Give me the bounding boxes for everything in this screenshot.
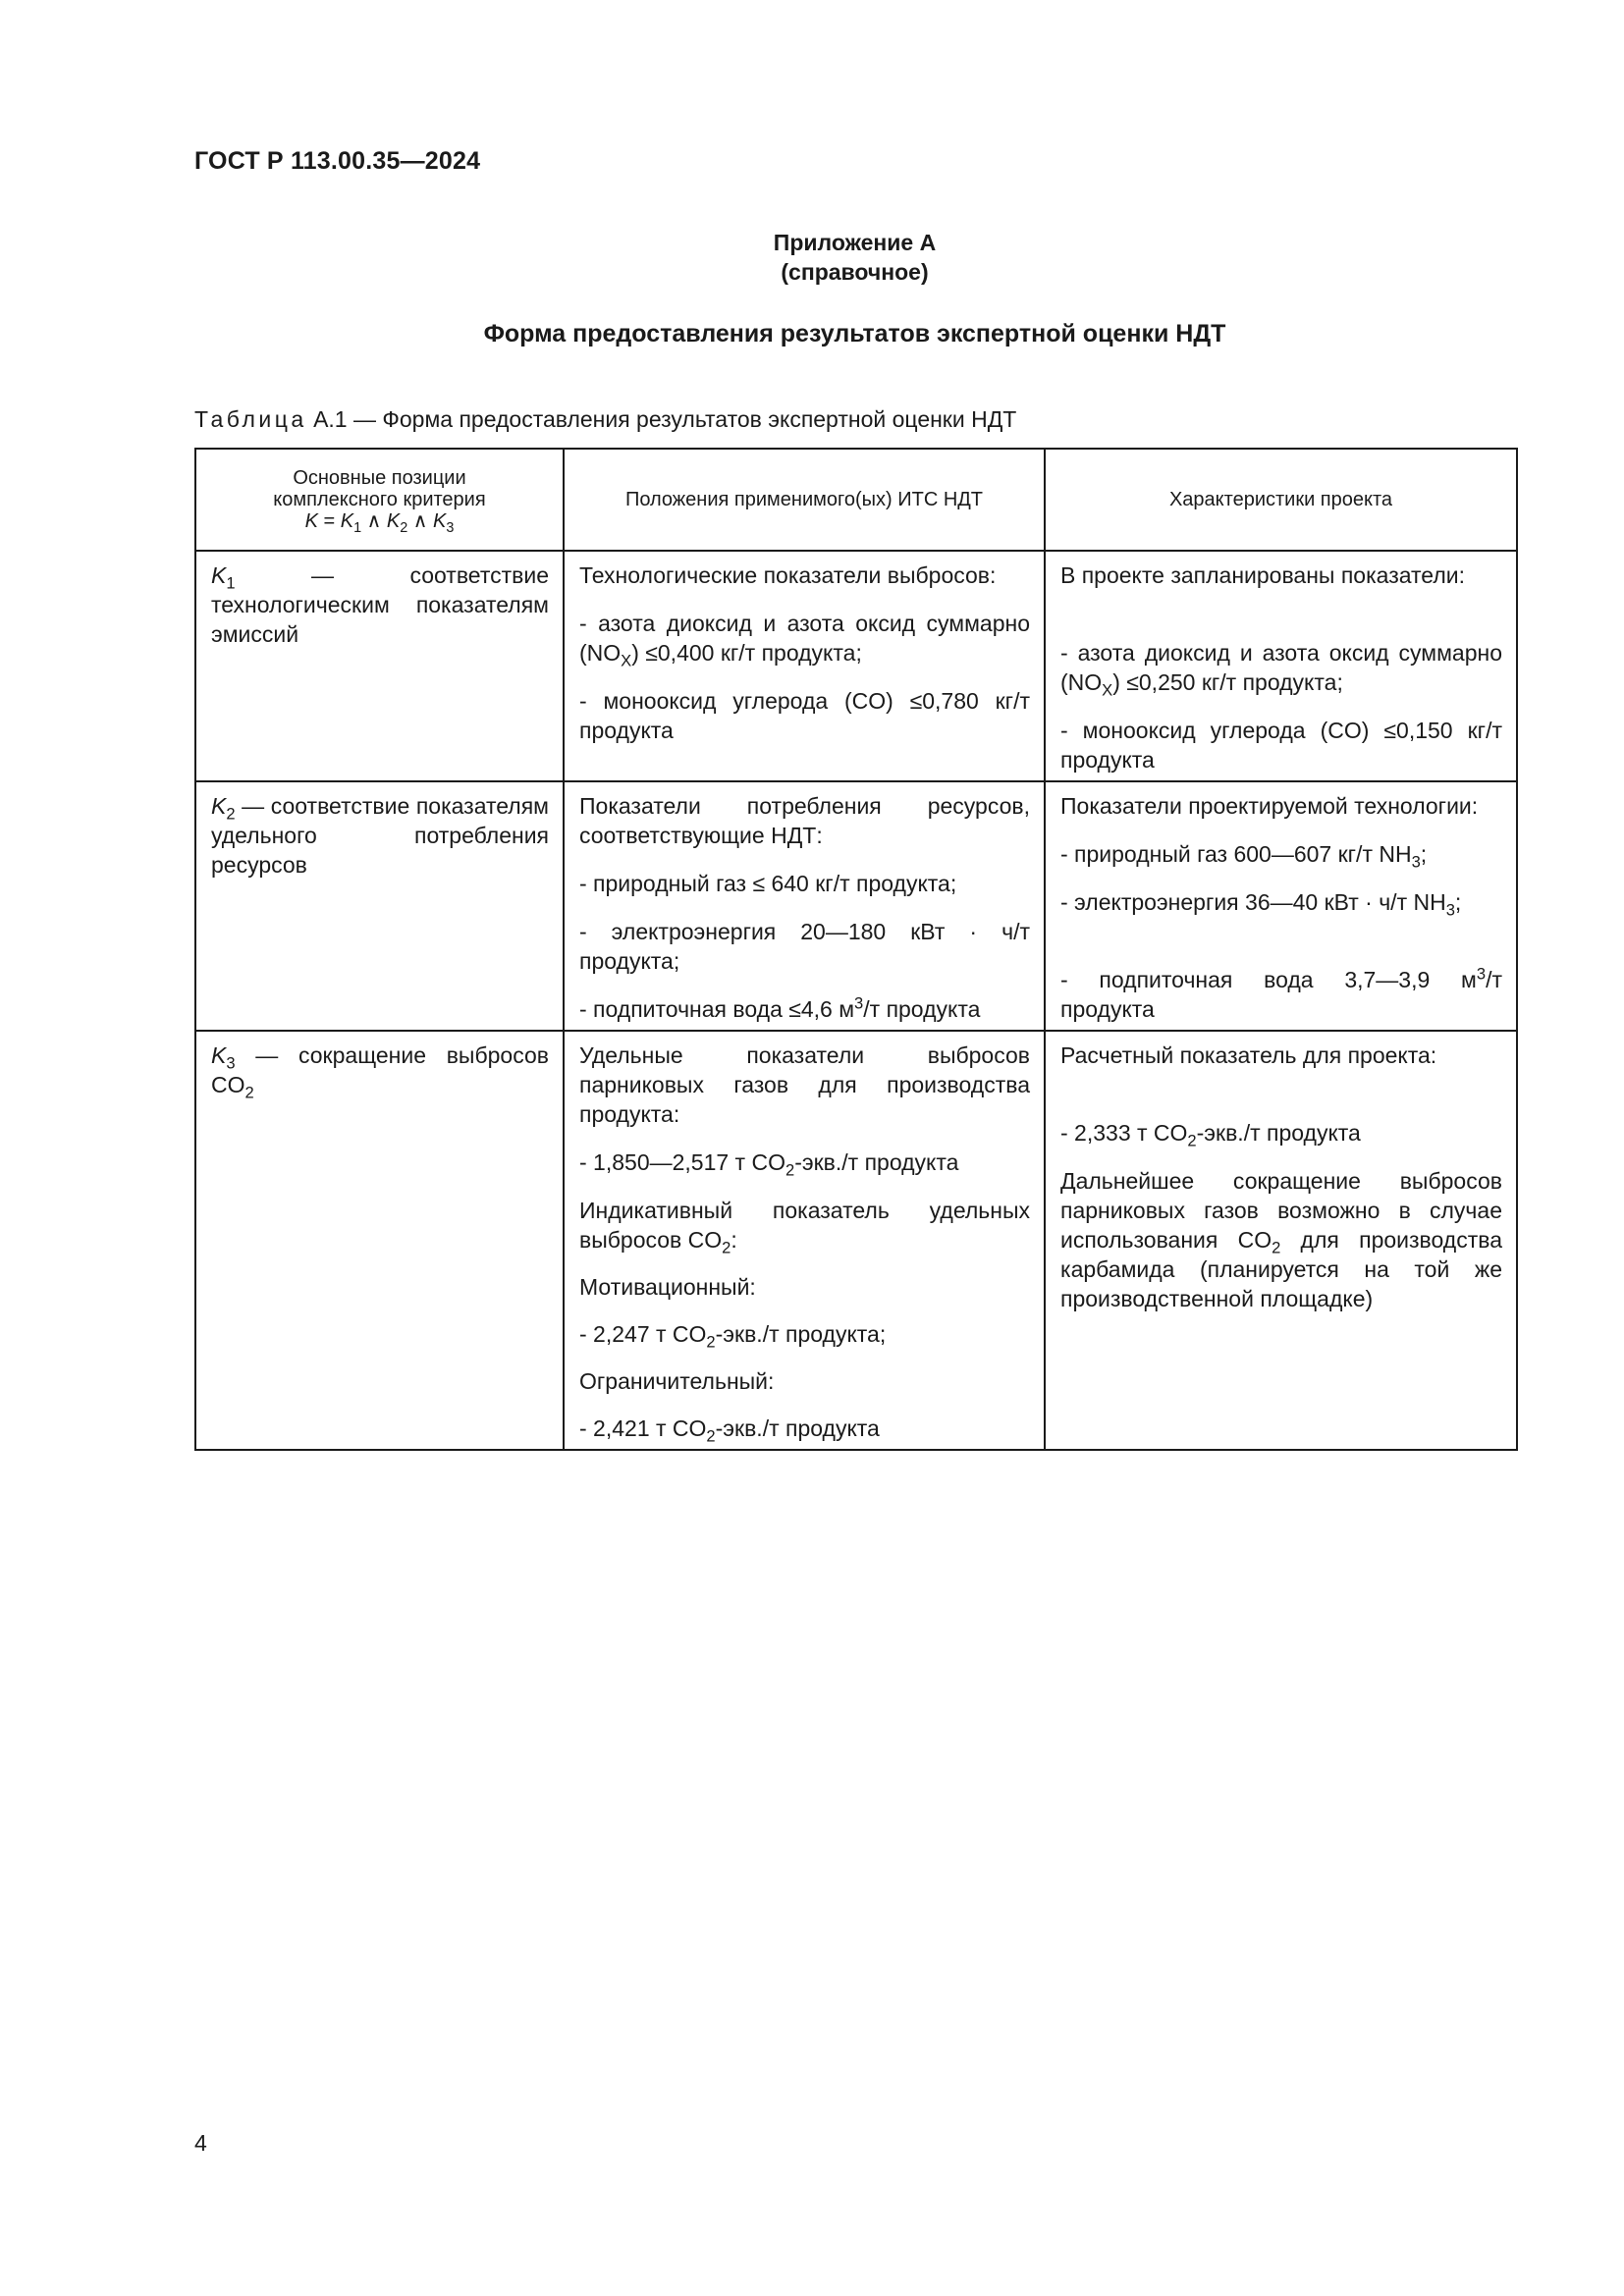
table-row bbox=[195, 781, 1517, 1031]
its-cell bbox=[564, 781, 1045, 1031]
assessment-table bbox=[194, 448, 1518, 1451]
project-cell bbox=[1045, 551, 1517, 781]
annex-note: (справочное) bbox=[781, 259, 929, 285]
annex-heading bbox=[194, 228, 1515, 287]
header-project-characteristics: Характеристики проекта bbox=[1045, 449, 1517, 551]
its-paragraph: Мотивационный: bbox=[579, 1274, 756, 1300]
criterion-k2: $K_2$ — соответствие показателям удельного потребления ресурсов bbox=[211, 793, 549, 878]
table-header-row bbox=[195, 449, 1517, 551]
project-paragraph: Расчетный показатель для проекта: bbox=[1060, 1042, 1437, 1068]
project-list-item: - природный газ 600—607 кг/т $NH_3$; bbox=[1060, 841, 1428, 872]
project-list-item: - подпиточная вода 3,7—3,9 $м^3/т$ продукта bbox=[1060, 964, 1502, 1022]
its-list-item: - 2,421 т $CO_2-экв./т$ продукта bbox=[579, 1415, 880, 1446]
project-cell bbox=[1045, 1031, 1517, 1450]
its-paragraph: Ограничительный: bbox=[579, 1368, 775, 1394]
its-list-item: - электроэнергия 20—180 кВт · ч/т продукта; bbox=[579, 919, 1030, 974]
criterion-cell bbox=[195, 781, 564, 1031]
header-its-provisions: Положения применимого(ых) ИТС НДТ bbox=[564, 449, 1045, 551]
its-paragraph: Показатели потребления ресурсов, соответствующие НДТ: bbox=[579, 793, 1030, 848]
project-paragraph: Показатели проектируемой технологии: bbox=[1060, 793, 1479, 819]
its-cell bbox=[564, 551, 1045, 781]
project-paragraph: Дальнейшее сокращение выбросов парниковых газов возможно в случае использования $CO_2$ для производства карбамида (планируется на той же производственной площадке) bbox=[1060, 1168, 1502, 1311]
project-list-item: - 2,333 т $CO_2-экв./т$ продукта bbox=[1060, 1120, 1361, 1150]
project-list-item: - монооксид углерода (CO) ≤0,150 кг/т продукта bbox=[1060, 718, 1502, 773]
table-caption-label: Таблица bbox=[194, 406, 307, 432]
its-paragraph: Технологические показатели выбросов: bbox=[579, 562, 997, 588]
its-list-item: - подпиточная вода ≤4,6 $м^3/т$ продукта bbox=[579, 993, 981, 1022]
form-title: Форма предоставления результатов экспертной оценки НДТ bbox=[483, 320, 1226, 347]
its-list-item: - азота диоксид и азота оксид суммарно $(NO_X) \le 0,400$ кг/т продукта; bbox=[579, 611, 1030, 670]
table-caption bbox=[194, 406, 1016, 433]
project-cell bbox=[1045, 781, 1517, 1031]
its-list-item: - 2,247 т $CO_2-экв./т$ продукта; bbox=[579, 1321, 887, 1352]
project-list-item: - электроэнергия 36—40 кВт · ч/т $NH_3$; bbox=[1060, 889, 1462, 920]
its-list-item: - 1,850—2,517 т $CO_2-экв./т$ продукта bbox=[579, 1149, 959, 1180]
page-number: 4 bbox=[194, 2130, 207, 2156]
table-caption-text: А.1 — Форма предоставления результатов экспертной оценки НДТ bbox=[313, 406, 1017, 432]
its-list-item: - монооксид углерода (CO) ≤0,780 кг/т продукта bbox=[579, 688, 1030, 743]
criterion-cell bbox=[195, 551, 564, 781]
project-paragraph: В проекте запланированы показатели: bbox=[1060, 562, 1465, 588]
header-criteria-line1: Основные позиции bbox=[293, 467, 466, 489]
its-list-item: - природный газ ≤ 640 кг/т продукта; bbox=[579, 871, 957, 896]
header-criteria bbox=[195, 449, 564, 551]
project-list-item: - азота диоксид и азота оксид суммарно $(NO_X) \le 0,250$ кг/т продукта; bbox=[1060, 640, 1502, 700]
its-paragraph: Индикативный показатель удельных выбросов $CO_2$: bbox=[579, 1198, 1030, 1257]
annex-title: Приложение А bbox=[773, 230, 937, 255]
criterion-k1: $K_1$ — соответствие технологическим показателям эмиссий bbox=[211, 562, 549, 647]
criterion-cell bbox=[195, 1031, 564, 1450]
its-cell bbox=[564, 1031, 1045, 1450]
table-row bbox=[195, 551, 1517, 781]
criterion-k3: $K_3$ — сокращение выбросов $CO_2$ bbox=[211, 1042, 549, 1102]
header-criteria-line2: комплексного критерия bbox=[273, 489, 486, 510]
its-paragraph: Удельные показатели выбросов парниковых газов для производства продукта: bbox=[579, 1042, 1030, 1127]
table-row bbox=[195, 1031, 1517, 1450]
header-criteria-formula: $K = K_1$ ∧ $K_2$ ∧ $K_3$ bbox=[304, 510, 455, 536]
document-code: ГОСТ Р 113.00.35—2024 bbox=[194, 147, 481, 175]
